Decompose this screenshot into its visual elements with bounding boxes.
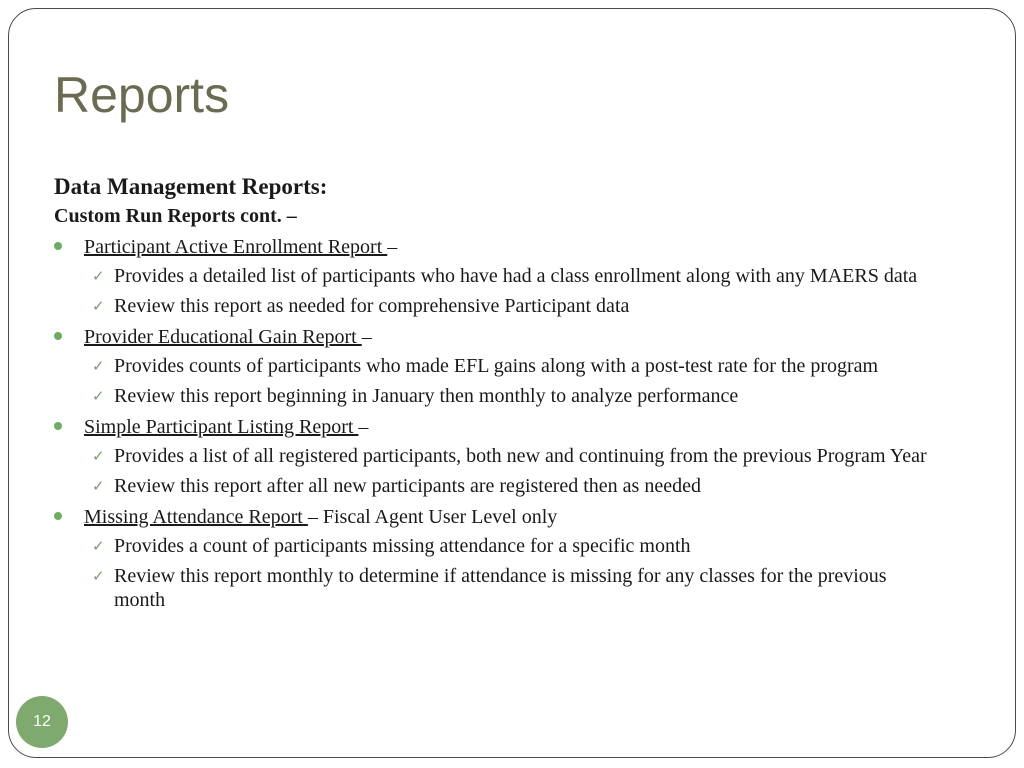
subitem-text: Review this report monthly to determine if attendance is missing for any classes for the previous month (114, 565, 887, 611)
subitem-text: Provides a count of participants missing attendance for a specific month (114, 535, 691, 557)
checkmark-icon: ✓ (92, 387, 105, 405)
report-suffix: – Fiscal Agent User Level only (307, 506, 558, 528)
bullet-dot-icon (54, 422, 62, 430)
report-suffix: – (361, 326, 372, 348)
report-section (54, 234, 954, 318)
subitem (92, 474, 954, 498)
bullet-dot-icon (54, 512, 62, 520)
subitem (92, 264, 954, 288)
subitem (92, 534, 954, 558)
subitem (92, 444, 954, 468)
subitem-list (92, 264, 954, 318)
bullet-item (54, 234, 954, 260)
bullet-item (54, 504, 954, 530)
subitem-text: Review this report after all new participants are registered then as needed (114, 475, 701, 497)
bullet-dot-icon (54, 242, 62, 250)
page-number-badge: 12 (16, 696, 68, 748)
subitem-list (92, 354, 954, 408)
subitem (92, 294, 954, 318)
subitem (92, 384, 954, 408)
bullet-text (84, 324, 372, 350)
report-section (54, 504, 954, 612)
report-suffix: – (387, 236, 398, 258)
report-section (54, 324, 954, 408)
bullet-item (54, 324, 954, 350)
subheading: Custom Run Reports cont. – (54, 205, 297, 227)
subitem-text: Provides counts of participants who made EFL gains along with a post-test rate for the program (114, 355, 879, 377)
report-name: Missing Attendance Report (84, 506, 308, 528)
slide-title: Reports (54, 67, 230, 123)
checkmark-icon: ✓ (92, 567, 105, 585)
subitem-text: Review this report as needed for comprehensive Participant data (114, 295, 630, 317)
subitem-text: Provides a detailed list of participants who have had a class enrollment along with any MAERS data (114, 265, 918, 287)
checkmark-icon: ✓ (92, 537, 105, 555)
report-name: Participant Active Enrollment Report (84, 236, 388, 258)
subitem-list (92, 444, 954, 498)
report-section (54, 414, 954, 498)
checkmark-icon: ✓ (92, 297, 105, 315)
bullet-text (84, 504, 557, 530)
checkmark-icon: ✓ (92, 447, 105, 465)
checkmark-icon: ✓ (92, 357, 105, 375)
report-name: Provider Educational Gain Report (84, 326, 362, 348)
bullet-item (54, 414, 954, 440)
checkmark-icon: ✓ (92, 477, 105, 495)
bullet-dot-icon (54, 332, 62, 340)
subitem-list (92, 534, 954, 612)
subitem-text: Provides a list of all registered participants, both new and continuing from the previous Program Year (114, 445, 927, 467)
bullet-text (84, 234, 397, 260)
report-name: Simple Participant Listing Report (84, 416, 359, 438)
bullet-text (84, 414, 368, 440)
heading: Data Management Reports: (54, 174, 328, 199)
slide-content (54, 172, 954, 618)
subitem (92, 354, 954, 378)
report-suffix: – (358, 416, 369, 438)
subitem (92, 564, 954, 612)
checkmark-icon: ✓ (92, 267, 105, 285)
subitem-text: Review this report beginning in January then monthly to analyze performance (114, 385, 739, 407)
